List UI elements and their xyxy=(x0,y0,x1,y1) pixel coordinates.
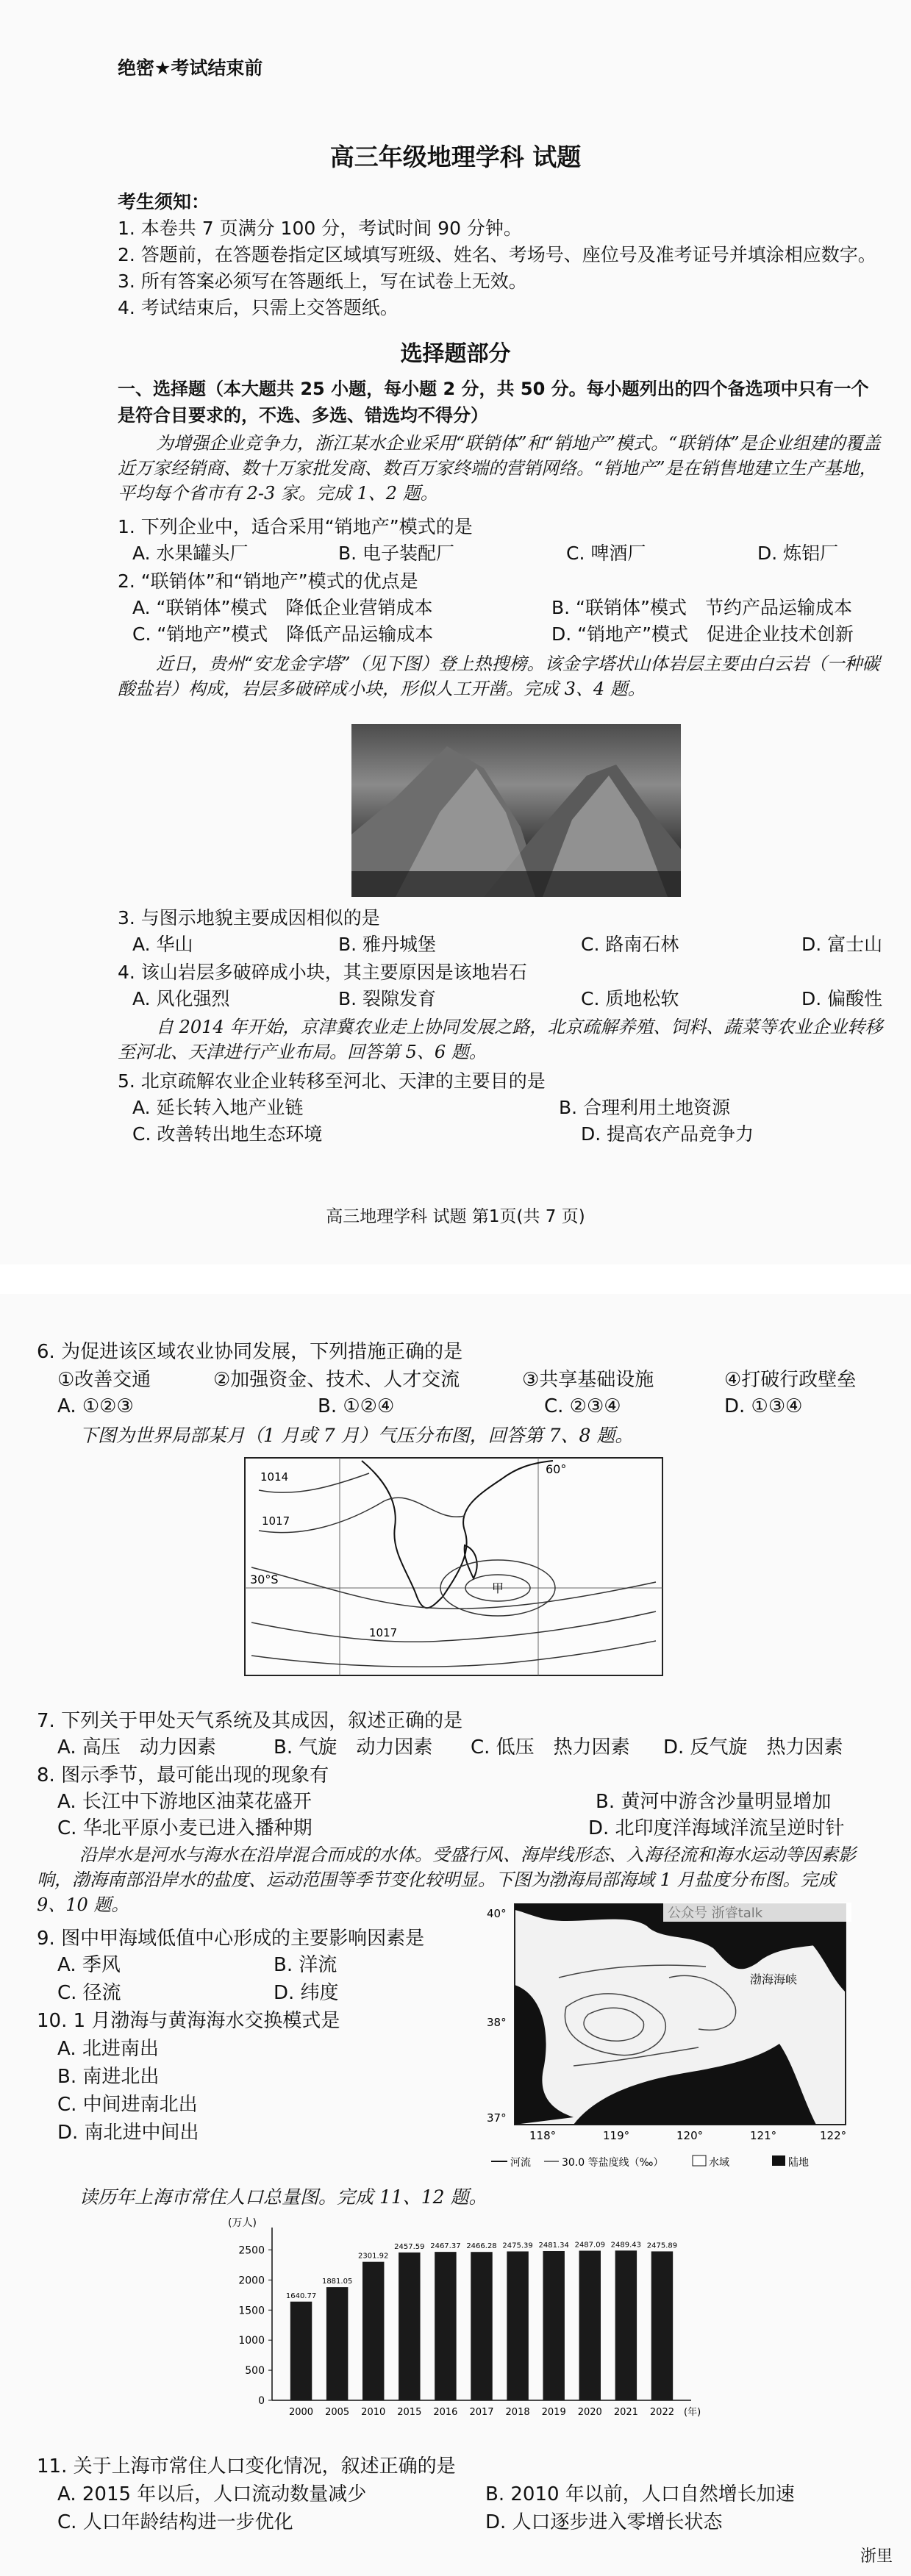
q11-stem: 11. 关于上海市常住人口变化情况，叙述正确的是 xyxy=(37,2455,456,2477)
lon-120: 120° xyxy=(676,2129,704,2142)
bar-value-label: 2475.39 xyxy=(502,2242,533,2250)
bar-value-label: 2475.89 xyxy=(646,2242,678,2250)
x-tick-label: 2005 xyxy=(325,2407,350,2418)
bar-2022 xyxy=(651,2251,673,2400)
q9-option-c: C. 径流 xyxy=(57,1982,121,2004)
q4-option-c: C. 质地松软 xyxy=(581,988,679,1009)
notice-1: 1. 本卷共 7 页满分 100 分，考试时间 90 分钟。 xyxy=(118,218,522,239)
intro-q9-10: 沿岸水是河水与海水在沿岸混合而成的水体。受盛行风、海岸线形态、入海径流和海水运动等因素影响，渤海南部沿岸水的盐度、运动范围等季节变化较明显。下图为渤海局部海域 1 月盐度分布图。完成 9、10 题。 xyxy=(37,1845,856,1915)
q1-option-c: C. 啤酒厂 xyxy=(566,543,646,564)
intro-q7-8: 下图为世界局部某月（1 月或 7 月）气压分布图，回答第 7、8 题。 xyxy=(79,1425,634,1446)
bar-value-label: 2467.37 xyxy=(430,2242,461,2251)
q5-option-b: B. 合理利用土地资源 xyxy=(559,1097,731,1118)
label-1017-south: 1017 xyxy=(369,1626,398,1639)
bar-value-label: 2457.59 xyxy=(394,2242,425,2251)
q3-option-d: D. 富士山 xyxy=(801,934,883,955)
lon-121: 121° xyxy=(750,2129,777,2142)
bohai-salinity-map xyxy=(485,1897,853,2176)
q6-stem: 6. 为促进该区域农业协同发展，下列措施正确的是 xyxy=(37,1341,463,1363)
bar-value-label: 2487.09 xyxy=(574,2241,605,2250)
part1-instruction-1: 一、选择题（本大题共 25 小题，每小题 2 分，共 50 分。每小题列出的四个备选项中只有一个 xyxy=(118,379,869,399)
q3-option-b: B. 雅丹城堡 xyxy=(338,934,437,955)
label-1014: 1014 xyxy=(260,1470,289,1484)
q6-item-1: ①改善交通 xyxy=(57,1369,151,1391)
q1-option-b: B. 电子装配厂 xyxy=(338,543,455,564)
bar-value-label: 1640.77 xyxy=(285,2291,317,2300)
x-tick-label: 2016 xyxy=(433,2407,458,2418)
q11-option-c: C. 人口年龄结构进一步优化 xyxy=(57,2511,293,2533)
label-60e: 60° xyxy=(546,1462,567,1476)
y-tick-label: 2500 xyxy=(238,2244,265,2257)
y-tick-label: 1500 xyxy=(238,2305,265,2317)
mountain-illustration xyxy=(351,724,681,897)
legend-isohaline: 30.0 等盐度线（‰） xyxy=(562,2157,664,2169)
lon-119: 119° xyxy=(603,2129,630,2142)
q2-option-c: C. “销地产”模式 降低产品运输成本 xyxy=(132,623,434,645)
bar-2021 xyxy=(615,2250,637,2400)
bar-2018 xyxy=(507,2251,528,2400)
q6-item-4: ④打破行政壁垒 xyxy=(724,1369,857,1391)
x-tick-label: 2017 xyxy=(469,2407,494,2418)
q10-option-a: A. 北进南出 xyxy=(57,2038,159,2060)
q6-item-2: ②加强资金、技术、人才交流 xyxy=(213,1369,460,1391)
q2-stem: 2. “联销体”和“销地产”模式的优点是 xyxy=(118,570,418,592)
q6-option-c: C. ②③④ xyxy=(544,1395,621,1417)
q11-option-b: B. 2010 年以前，人口自然增长加速 xyxy=(485,2483,795,2505)
foreground-shadow xyxy=(351,871,681,897)
q8-option-b: B. 黄河中游含沙量明显增加 xyxy=(596,1791,832,1813)
y-tick-label: 1000 xyxy=(238,2335,265,2347)
bar-2015 xyxy=(399,2253,420,2400)
q7-option-b: B. 气旋 动力因素 xyxy=(274,1736,433,1759)
q1-option-a: A. 水果罐头厂 xyxy=(132,543,249,564)
exam-page-1 xyxy=(0,0,911,1264)
q4-option-b: B. 裂隙发育 xyxy=(338,988,437,1009)
bar-value-label: 2466.28 xyxy=(466,2242,497,2251)
q5-option-c: C. 改善转出地生态环境 xyxy=(132,1123,323,1145)
legend-land-box xyxy=(772,2155,785,2166)
intro-q3-4: 近日，贵州“安龙金字塔”（见下图）登上热搜榜。该金字塔状山体岩层主要由白云岩（一种碳酸盐岩）构成，岩层多破碎成小块，形似人工开凿。完成 3、4 题。 xyxy=(118,654,880,699)
q10-option-d: D. 南北进中间出 xyxy=(57,2122,199,2144)
q9-option-a: A. 季风 xyxy=(57,1954,121,1976)
exam-title: 高三年级地理学科 试题 xyxy=(329,143,582,171)
pressure-map-svg xyxy=(244,1457,663,1676)
q2-option-b: B. “联销体”模式 节约产品运输成本 xyxy=(551,597,852,618)
bar-value-label: 1881.05 xyxy=(321,2278,353,2286)
bohai-map-svg xyxy=(485,1897,853,2176)
x-tick-label: 2010 xyxy=(361,2407,386,2418)
q3-option-c: C. 路南石林 xyxy=(581,934,679,955)
notice-4: 4. 考试结束后，只需上交答题纸。 xyxy=(118,297,399,318)
bar-2016 xyxy=(435,2252,456,2400)
watermark-text: 公众号 浙睿talk xyxy=(668,1906,763,1921)
q6-option-d: D. ①③④ xyxy=(724,1395,803,1417)
bar-value-label: 2301.92 xyxy=(358,2252,389,2261)
x-tick-label: 2021 xyxy=(613,2407,638,2418)
exam-page-2 xyxy=(0,1294,911,2576)
q10-stem: 10. 1 月渤海与黄海海水交换模式是 xyxy=(37,2010,340,2032)
legend-land: 陆地 xyxy=(788,2157,809,2169)
notice-3: 3. 所有答案必须写在答题纸上，写在试卷上无效。 xyxy=(118,271,527,292)
q9-stem: 9. 图中甲海域低值中心形成的主要影响因素是 xyxy=(37,1928,425,1950)
q10-option-b: B. 南进北出 xyxy=(57,2066,160,2088)
q3-option-a: A. 华山 xyxy=(132,934,193,955)
q8-option-a: A. 长江中下游地区油菜花盛开 xyxy=(57,1791,312,1813)
lat-37: 37° xyxy=(487,2111,507,2125)
lat-38: 38° xyxy=(487,2016,507,2029)
population-chart xyxy=(221,2213,706,2426)
q6-option-a: A. ①②③ xyxy=(57,1395,134,1417)
label-30s: 30°S xyxy=(250,1573,279,1586)
bar-value-label: 2489.43 xyxy=(610,2241,642,2250)
q1-option-d: D. 炼铝厂 xyxy=(757,543,839,564)
corner-mark: 浙里 xyxy=(860,2547,893,2566)
q3-stem: 3. 与图示地貌主要成因相似的是 xyxy=(118,907,380,929)
q4-option-d: D. 偏酸性 xyxy=(801,988,883,1009)
q10-option-c: C. 中间进南北出 xyxy=(57,2094,198,2116)
strait-label: 渤海海峡 xyxy=(750,1972,798,1986)
lat-40: 40° xyxy=(487,1907,507,1920)
q5-option-d: D. 提高农产品竞争力 xyxy=(581,1123,754,1145)
q4-option-a: A. 风化强烈 xyxy=(132,988,230,1009)
x-tick-label: 2019 xyxy=(541,2407,566,2418)
lon-118: 118° xyxy=(529,2129,557,2142)
secret-label: 绝密★考试结束前 xyxy=(118,57,263,79)
q11-option-a: A. 2015 年以后，人口流动数量减少 xyxy=(57,2483,367,2505)
q8-option-c: C. 华北平原小麦已进入播种期 xyxy=(57,1817,312,1839)
q9-option-b: B. 洋流 xyxy=(274,1954,337,1976)
x-tick-label: 2015 xyxy=(397,2407,422,2418)
population-chart-svg xyxy=(221,2213,706,2426)
legend-water-box xyxy=(693,2155,706,2166)
q8-stem: 8. 图示季节，最可能出现的现象有 xyxy=(37,1764,329,1786)
y-tick-label: 0 xyxy=(258,2395,265,2407)
bar-2020 xyxy=(579,2251,601,2400)
pressure-map xyxy=(244,1457,663,1676)
q2-option-d: D. “销地产”模式 促进企业技术创新 xyxy=(551,623,854,645)
bar-2010 xyxy=(362,2262,384,2400)
y-tick-label: 2000 xyxy=(238,2275,265,2287)
q7-option-a: A. 高压 动力因素 xyxy=(57,1736,216,1759)
q5-option-a: A. 延长转入地产业链 xyxy=(132,1097,304,1118)
q7-option-c: C. 低压 热力因素 xyxy=(471,1736,630,1759)
intro-q5-6: 自 2014 年开始，京津冀农业走上协同发展之路，北京疏解养殖、饲料、蔬菜等农业企业转移至河北、天津进行产业布局。回答第 5、6 题。 xyxy=(118,1017,883,1062)
q11-option-d: D. 人口逐步进入零增长状态 xyxy=(485,2511,723,2533)
anlong-pyramid-photo xyxy=(351,724,681,897)
intro-q11-12: 读历年上海市常住人口总量图。完成 11、12 题。 xyxy=(79,2186,487,2208)
q6-option-b: B. ①②④ xyxy=(318,1395,395,1417)
x-tick-label: 2022 xyxy=(649,2407,675,2418)
q9-option-d: D. 纬度 xyxy=(274,1982,339,2004)
q4-stem: 4. 该山岩层多破碎成小块，其主要原因是该地岩石 xyxy=(118,962,527,983)
notice-2: 2. 答题前，在答题卷指定区域填写班级、姓名、考场号、座位号及准考证号并填涂相应数字。 xyxy=(118,244,876,265)
x-axis-unit: (年) xyxy=(684,2407,701,2418)
legend-river: 河流 xyxy=(510,2157,531,2169)
y-axis-unit: (万人) xyxy=(228,2217,257,2229)
page-gap xyxy=(0,1264,911,1294)
bar-2000 xyxy=(290,2302,312,2400)
x-tick-label: 2020 xyxy=(577,2407,602,2418)
bar-2019 xyxy=(543,2251,564,2400)
bar-2017 xyxy=(471,2252,492,2400)
section-title: 选择题部分 xyxy=(400,341,511,367)
q6-item-3: ③共享基础设施 xyxy=(522,1369,654,1391)
q2-option-a: A. “联销体”模式 降低企业营销成本 xyxy=(132,597,433,618)
y-tick-label: 500 xyxy=(245,2365,265,2378)
x-tick-label: 2018 xyxy=(505,2407,530,2418)
intro-q1-2: 为增强企业竞争力，浙江某水企业采用“联销体”和“销地产”模式。“联销体”是企业组建的覆盖近万家经销商、数十万家批发商、数百万家终端的营销网络。“销地产”是在销售地建立生产基地，平均每个省市有 2-3 家。完成 1、2 题。 xyxy=(118,433,881,504)
label-jia: 甲 xyxy=(492,1581,504,1595)
label-1017-north: 1017 xyxy=(262,1514,290,1528)
part1-instruction-2: 是符合目要求的，不选、多选、错选均不得分） xyxy=(118,405,488,426)
q5-stem: 5. 北京疏解农业企业转移至河北、天津的主要目的是 xyxy=(118,1070,546,1092)
q7-option-d: D. 反气旋 热力因素 xyxy=(663,1736,843,1759)
q8-option-d: D. 北印度洋海域洋流呈逆时针 xyxy=(588,1817,845,1839)
legend-water: 水域 xyxy=(709,2157,729,2169)
notice-title: 考生须知： xyxy=(118,191,210,212)
q7-stem: 7. 下列关于甲处天气系统及其成因，叙述正确的是 xyxy=(37,1710,463,1732)
lon-122: 122° xyxy=(820,2129,847,2142)
x-tick-label: 2000 xyxy=(288,2407,314,2418)
q1-stem: 1. 下列企业中，适合采用“销地产”模式的是 xyxy=(118,516,473,537)
bar-value-label: 2481.34 xyxy=(538,2241,569,2250)
page-footer: 高三地理学科 试题 第1页(共 7 页) xyxy=(326,1207,585,1226)
bar-2005 xyxy=(326,2287,348,2400)
